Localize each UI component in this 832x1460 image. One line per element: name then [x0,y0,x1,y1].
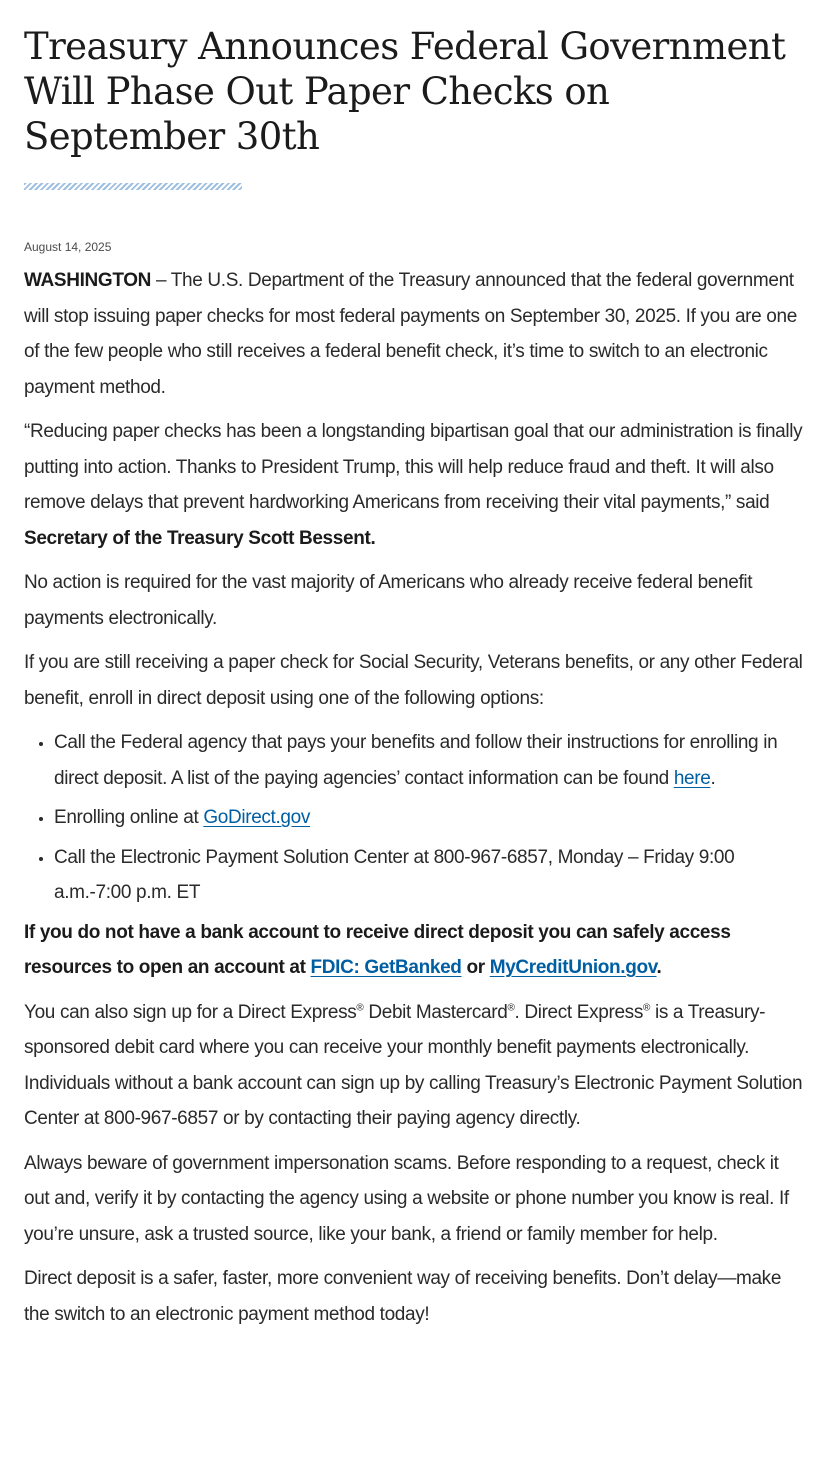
paragraph-closing: Direct deposit is a safer, faster, more convenient way of receiving benefits. Don’t delay—make the switch to an electronic payment method today! [24,1268,782,1325]
title-divider [24,183,242,190]
paragraph-no-action: No action is required for the vast majority of Americans who already receive federal benefit payments electronically. [24,572,753,629]
intro-text: – The U.S. Department of the Treasury announced that the federal government will stop issuing paper checks for most federal payments on September 30, 2025. If you are one of the few people who still receives a federal benefit check, it’s time to switch to an electronic payment method. [24,270,797,398]
registered-mark: ® [507,1002,515,1014]
dateline: WASHINGTON [24,270,152,291]
agencies-contact-link[interactable]: here [673,767,711,789]
page-title: Treasury Announces Federal Government Will Phase Out Paper Checks on September 30th [24,25,786,158]
godirect-link[interactable]: GoDirect.gov [203,807,311,828]
paragraph-scam-warning: Always beware of government impersonation scams. Before responding to a request, check it out and, verify it by contacting the agency using a website or phone number you know is real. If you’re unsure, ask a trusted source, like your bank, a friend or family member for help. [24,1152,789,1245]
list-item: • Enrolling online at GoDirect.gov [54,800,808,836]
article-body [24,263,808,1332]
registered-mark: ® [642,1002,651,1014]
publish-date: August 14, 2025 [24,240,112,254]
quote-speaker: Secretary of the Treasury Scott Bessent. [24,527,376,549]
paragraph-bank-account: If you do not have a bank account to receive direct deposit you can safely access resources to open an account at FDIC: GetBanked or MyCreditUnion.gov. [24,921,731,978]
paragraph-direct-express: You can also sign up for a Direct Express® Debit Mastercard®. Direct Express® is a Treasury-sponsored debit card where you can receive your monthly benefit payments electronically. Individuals without a bank account can sign up by calling Treasury’s Electronic Payment Solution Center at 800-967-6857 or by contacting their paying agency directly. [24,1001,803,1129]
paragraph-intro [24,263,808,405]
paragraph-enroll: If you are still receiving a paper check for Social Security, Veterans benefits, or any other Federal benefit, enroll in direct deposit using one of the following options: [24,652,803,709]
list-item: • Call the Federal agency that pays your benefits and follow their instructions for enrolling in direct deposit. A list of the paying agencies’ contact information can be found here. [54,725,808,796]
fdic-getbanked-link[interactable]: FDIC: GetBanked [310,957,462,978]
paragraph-quote [24,414,808,556]
quote-text: “Reducing paper checks has been a longstanding bipartisan goal that our administration is finally putting into action. Thanks to President Trump, this will help reduce fraud and theft. It will also remove delays that prevent hardworking Americans from receiving their vital payments,” said [24,421,803,513]
registered-mark: ® [356,1002,364,1014]
list-item: • Call the Electronic Payment Solution Center at 800-967-6857, Monday – Friday 9:00 a.m.-7:00 p.m. ET [54,840,808,911]
enroll-options-list [24,725,808,911]
mycreditunion-link[interactable]: MyCreditUnion.gov [489,957,657,978]
